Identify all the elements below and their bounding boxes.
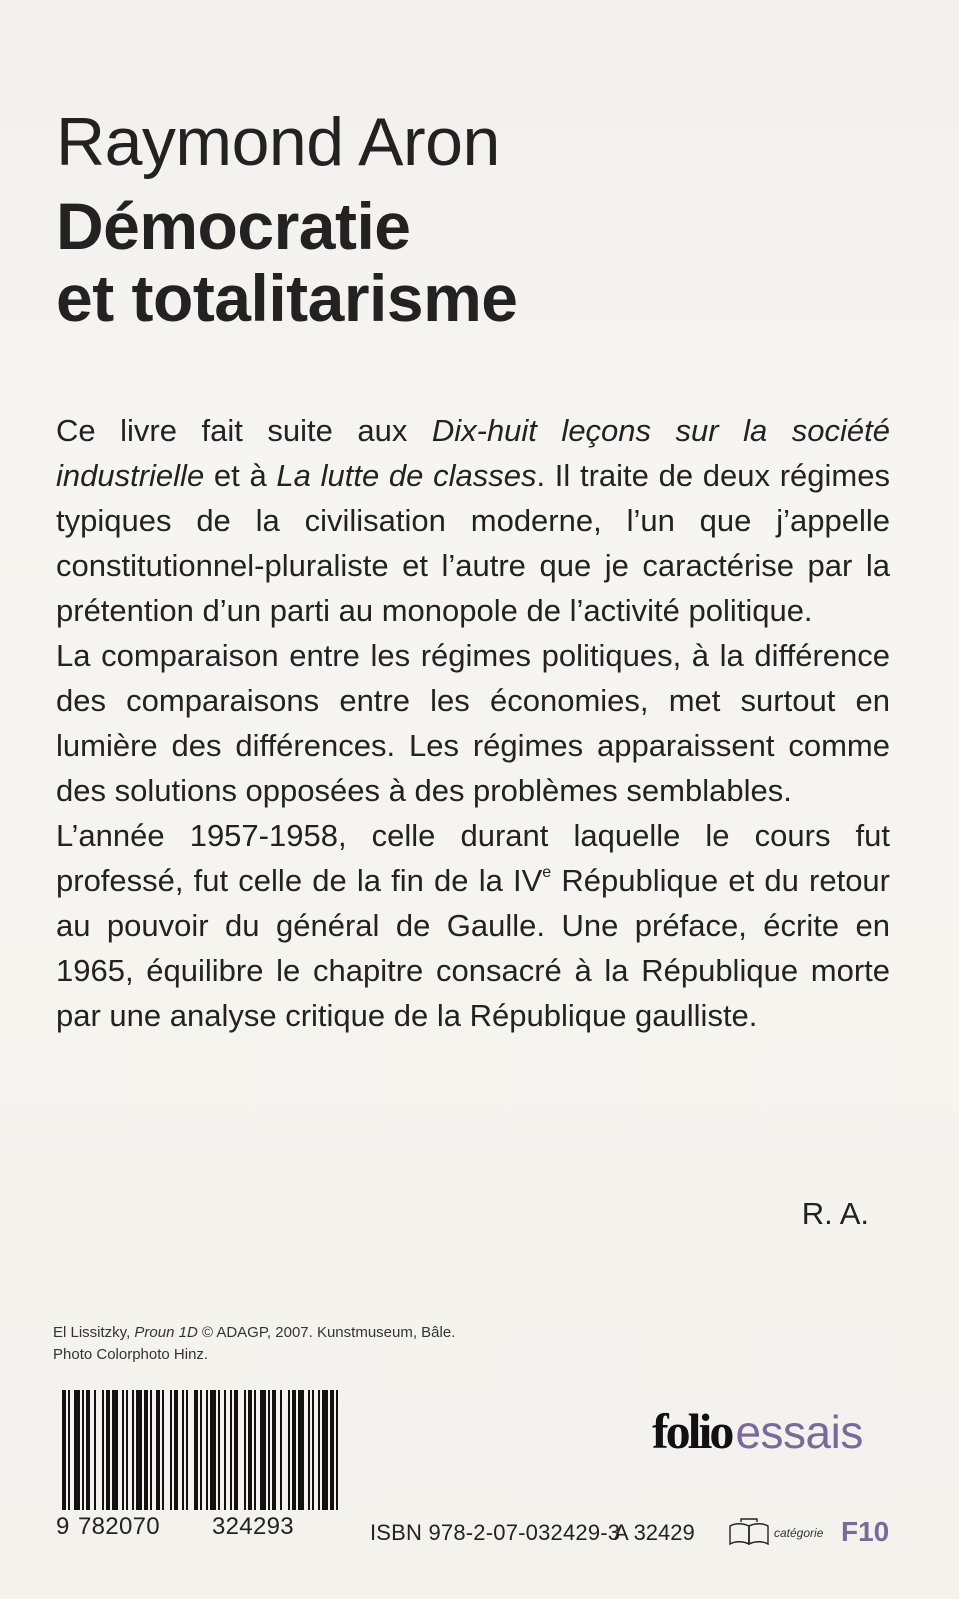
blurb-text-span: Ce livre fait suite aux xyxy=(56,413,432,448)
barcode-bar xyxy=(336,1390,338,1510)
barcode-bar xyxy=(330,1390,334,1510)
blurb-text-span: L’année 1957-1958, celle durant laquelle le cours fut professé, fut celle de la fin de la IV xyxy=(56,818,890,898)
barcode-bar xyxy=(218,1390,220,1510)
credits-line-2: Photo Colorphoto Hinz. xyxy=(53,1346,209,1363)
barcode-bar xyxy=(254,1390,256,1510)
barcode-bar xyxy=(94,1390,96,1510)
barcode-bar xyxy=(206,1390,208,1510)
barcode-bar xyxy=(322,1390,328,1510)
title-line-1: Démocratie xyxy=(56,189,411,263)
barcode-bar xyxy=(248,1390,252,1510)
barcode-digit-first: 9 xyxy=(56,1513,70,1540)
blurb-paragraph-2: La comparaison entre les régimes politiques, à la différence des comparaisons entre les économies, met surtout en lumière des différences. Les régimes apparaissent comme des solutions opposées à des problèmes semblables. xyxy=(56,638,890,808)
publisher-logo xyxy=(652,1402,863,1460)
barcode-bar xyxy=(106,1390,110,1510)
barcode-bar xyxy=(224,1390,226,1510)
logo-folio: folio xyxy=(652,1403,732,1459)
barcode-bar xyxy=(170,1390,172,1510)
barcode-bar xyxy=(200,1390,202,1510)
barcode-bar xyxy=(82,1390,84,1510)
logo-essais: essais xyxy=(735,1406,863,1458)
barcode-bar xyxy=(230,1390,232,1510)
barcode-bar xyxy=(292,1390,296,1510)
barcode-bar xyxy=(280,1390,282,1510)
barcode-bar xyxy=(272,1390,276,1510)
barcode-bar xyxy=(162,1390,164,1510)
barcode-bar xyxy=(318,1390,320,1510)
barcode-bar xyxy=(122,1390,124,1510)
barcode-bar xyxy=(268,1390,270,1510)
barcode-bar xyxy=(210,1390,216,1510)
blurb-paragraph-3 xyxy=(56,813,890,1038)
catalog-code: A 32429 xyxy=(614,1520,695,1545)
book-reference-2: La lutte de classes xyxy=(276,458,537,493)
blurb-paragraph-1 xyxy=(56,408,890,633)
barcode-bar xyxy=(260,1390,266,1510)
image-credits xyxy=(53,1322,455,1366)
barcode-bar xyxy=(174,1390,178,1510)
blurb-text-span: République et du retour au pouvoir du général de Gaulle. Une préface, écrite en 1965, équilibre le chapitre consacré à la République morte par une analyse critique de la République gaulliste. xyxy=(56,863,890,1033)
barcode-bar xyxy=(288,1390,290,1510)
barcode-bar xyxy=(68,1390,70,1510)
isbn-number: ISBN 978-2-07-032429-3 xyxy=(370,1520,621,1545)
barcode-digit-group-2: 324293 xyxy=(212,1513,294,1540)
blurb-text xyxy=(56,408,890,1038)
barcode-bar xyxy=(186,1390,188,1510)
barcode-bar xyxy=(150,1390,152,1510)
signature: R. A. xyxy=(801,1196,869,1231)
credits-text: El Lissitzky, xyxy=(53,1324,135,1341)
artwork-title: Proun 1D xyxy=(134,1324,198,1341)
barcode-bar xyxy=(234,1390,238,1510)
category-label: catégorie xyxy=(774,1526,824,1540)
barcode-bar xyxy=(74,1390,80,1510)
barcode-bar xyxy=(308,1390,310,1510)
barcode-graphic xyxy=(56,1390,348,1510)
credits-line-1 xyxy=(53,1322,455,1344)
barcode-bar xyxy=(62,1390,66,1510)
blurb-text-span: . Il traite de deux régimes typiques de la civilisation moderne, l’un que j’appelle constitutionnel-pluraliste et l’autre que je caractérise par la prétention d’un parti au monopole de l’activité politique. xyxy=(56,458,890,628)
barcode-bar xyxy=(312,1390,314,1510)
barcode-bar xyxy=(102,1390,104,1510)
barcode-bar xyxy=(132,1390,134,1510)
book-reference-1: Dix-huit leçons sur la société industrielle xyxy=(56,413,890,493)
barcode-bar xyxy=(298,1390,304,1510)
superscript: e xyxy=(542,864,552,881)
barcode-bar xyxy=(182,1390,184,1510)
category-code: F10 xyxy=(841,1516,890,1547)
author-name: Raymond Aron xyxy=(56,104,500,180)
open-book-icon xyxy=(727,1518,771,1548)
barcode-bar xyxy=(144,1390,148,1510)
barcode-bar xyxy=(136,1390,142,1510)
barcode-bar xyxy=(194,1390,198,1510)
book-title xyxy=(56,190,517,334)
barcode-bar xyxy=(244,1390,246,1510)
barcode-digit-group-1: 782070 xyxy=(78,1513,160,1540)
credits-text: © ADAGP, 2007. Kunstmuseum, Bâle. xyxy=(197,1324,456,1341)
barcode-bar xyxy=(126,1390,128,1510)
barcode-bar xyxy=(112,1390,118,1510)
barcode-bar xyxy=(86,1390,90,1510)
blurb-text-span: et à xyxy=(204,458,277,493)
barcode-bar xyxy=(156,1390,160,1510)
title-line-2: et totalitarisme xyxy=(56,261,518,335)
